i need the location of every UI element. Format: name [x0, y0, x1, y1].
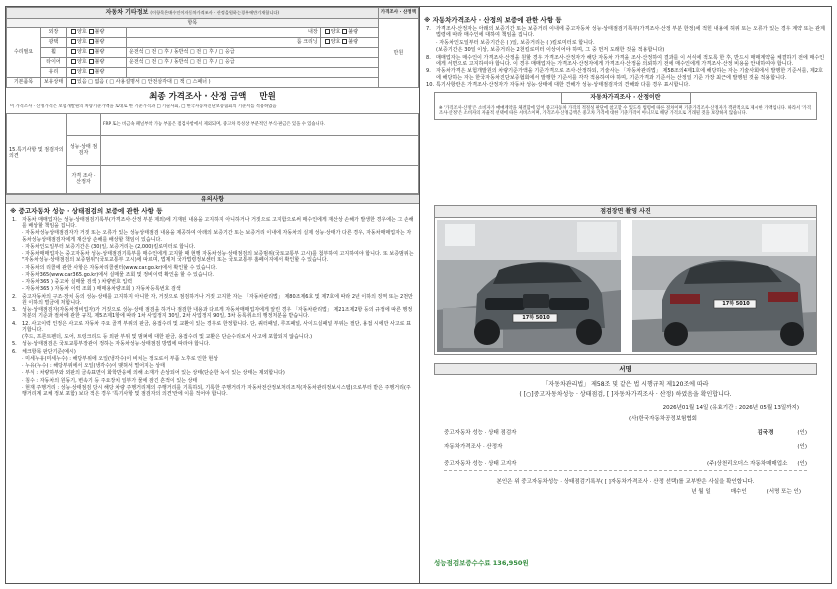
note-text: · 현재 주행거리 : 성능·상태점검 당시 해당 차량 주행거리계의 주행거리를 기록하되, 기록한 주행거리가 자동차전산정보처리조직(자동차관리정보시스템)으로부터 받은 주행거리(주행거리계 교체 정보 포함) 보다 적은 경우 '특기사항 및 점검자의 의견'란에 이를 적어야 합니다. — [22, 384, 411, 398]
note-text: 성능·상태점검은 국토교통부장관이 정하는 자동차성능·상태점검 방법에 따라야 합니다. — [22, 341, 211, 348]
note-item — [426, 68, 826, 81]
interior-bad-label: 불량 — [348, 29, 359, 36]
note-number — [12, 272, 22, 278]
note-item — [12, 341, 414, 347]
note-number — [12, 385, 22, 398]
signature-divider — [444, 470, 807, 471]
note-text: · 누유(누수) : 해당부위에서 오일(냉각수)이 맺혀서 떨어지는 상태 — [22, 363, 165, 370]
receipt-date-fields[interactable]: 년 월 일 — [691, 489, 711, 496]
gloss-bad-checkbox[interactable] — [89, 39, 94, 44]
appraiser-sign-row — [434, 444, 817, 451]
inspector-name: 김국경 — [757, 429, 774, 436]
note-item — [12, 321, 414, 334]
receipt-confirm-text: 본인은 위 중고자동차성능 · 상태점검기록부( [ ]자동차가격조사 · 산정 선택)를 교부받은 사실을 확인합니다. — [496, 479, 755, 486]
misc-info-title-note: (이항목은매수인이자동차가격조사 · 산정을원하는경우에만기재합니다) — [150, 10, 280, 15]
note-item — [12, 217, 414, 230]
row-tire-label: 타이어 — [41, 57, 67, 67]
note-text: 가격조사·산정자는 아래의 보증기간 또는 보증거리 이내에 중고자동차 성능·상태점검기록부(가격조사·산정 부분 한정)에 적힌 내용에 허위 또는 오류가 있는 경우 계약 또는 관계법령에 따라 매수인에 대하여 책임을 집니다. — [436, 26, 825, 39]
note-item — [12, 349, 414, 355]
row-tire-options — [67, 57, 127, 67]
note-text: (후드, 프론트펜더, 도어, 트렁크리드 등 외판 부위 및 범퍼에 대한 판금, 용접수리 및 교환은 단순수리로서 사고에 포함되지 않습니다.) — [22, 334, 313, 341]
cleaning-good-label: 양호 — [330, 39, 341, 46]
row-wheel-label: 휠 — [41, 47, 67, 57]
note-item — [426, 55, 826, 68]
note-item — [12, 356, 414, 362]
note-number: 2. — [12, 293, 17, 300]
note-item — [12, 370, 414, 376]
rear-photo — [632, 220, 816, 352]
front-photo — [437, 220, 621, 352]
tire-position-options: 운전석 □ 전 □ 후 / 동반석 □ 전 □ 후 / □ 응급 — [127, 57, 379, 67]
appraiser-sign-label: 자동차가격조사 · 산정자 — [444, 443, 503, 450]
note-text: 중고자동차의 구조·장치 등의 성능·상태를 고지하지 아니한 자, 거짓으로 점검하거나 거짓 고지한 자는 「자동차관리법」 제80조제6호 및 제7호에 따라 2년 이하의 징역 또는 2천만원 이하의 벌금에 처합니다. — [22, 293, 413, 306]
exterior-good-checkbox[interactable] — [71, 29, 76, 34]
row-glass-label: 유리 — [41, 67, 67, 77]
note-text: 특기사항란은 가격조사·산정자가 자동차 성능·상태에 대한 견해가 성능·상태점검자의 견해와 다를 경우 표시합니다. — [436, 82, 690, 88]
note-text: - 자동차365 ) 자동차 이력 조회 ) 매매용차량조회 ) 자동차등록번호 검색 — [22, 286, 181, 293]
note-text: · 침수 : 자동차의 원동기, 변속기 등 주요장치 일부가 물에 잠긴 흔적이 있는 상태 — [22, 377, 198, 384]
signature-law-text: 「자동차관리법」 제58조 및 같은 법 시행규칙 제120조에 따라 — [542, 381, 709, 388]
basic-items-values: 있음 □ 없음 ( □ 사용설명서 □ 안전삼각대 □ 잭 □ 스패너 ) — [77, 79, 211, 86]
misc-info-title-text: 자동차 기타정보 — [105, 9, 149, 16]
note-text: 매매업자는 매수인이 가격조사·산정을 원할 경우 가격조사·산정자가 해당 자동차 가격을 조사·산정하여 결과를 이 서식에 적도록 한 후, 반드시 매매계약을 체결하기 전에 매수인에게 서면으로 고지하여야 합니다. 이 경우 매매업자는 가격조사·산정자에게 가격조사·산정을 의뢰하기 전에 매수인에게 가격조사·산정 비용을 안내하여야 합니다. — [436, 54, 825, 67]
inspector-opinion-field[interactable] — [101, 135, 419, 165]
appraisal-explainer-box — [434, 92, 817, 119]
note-item — [12, 385, 414, 398]
note-item — [12, 230, 414, 243]
note-text: - 자동차365 ) 중고차 실매물 검색 ) 차량번호 입력 — [22, 279, 133, 286]
appraisal-explainer-title: 자동차가격조사 · 산정이란 — [561, 93, 691, 104]
note-text: · 자동차365(www.car365.go.kr)에서 실매물 조회 및 정비이력 확인을 할 수 있습니다. — [22, 271, 214, 278]
note-text: 자동차 매매업자는 성능·상태점검기록부(가격조사·산정 부분 제외)에 기재된 내용을 고지하지 아니하거나 거짓으로 고지함으로써 매수인에게 재산상 손해가 발생한 경우에는 그 손해를 배상할 책임을 집니다. — [22, 216, 414, 230]
appraiser-opinion-field[interactable] — [101, 165, 419, 193]
note-number — [426, 47, 436, 53]
inspection-record-sheet — [5, 6, 832, 584]
note-text: 자동차가격은 보험개발원의 차량기준가액을 기준가격으로 조사·산정하되, 기술사는 「자동차관리법」 제58조의4제1호에 해당하는 자는 기술사회에서 발행한 기준서를, 제2호에 해당하는 자는 한국자동차진단보증협회에서 발행한 기준서를 각각 적용하여야 하며, 기준가격과 기준서는 산정일 기준 가장 최근에 발행된 것을 적용합니다. — [436, 68, 823, 81]
wheel-good-label: 양호 — [77, 49, 87, 56]
notice-title: ※ 중고자동차 성능 · 상태점검의 보증에 관한 사항 등 — [10, 206, 163, 215]
notifier-sign-label: 중고자동차 성능 · 상태 고지자 — [444, 460, 517, 467]
note-text: · 자동차매매업자는 중고자동차 성능·상태점검기록부를 매수인에게 고지할 때 현행 자동차성능·상태점검의 보증범위(국토교통부 고시)를 첨부하여 고지하여야 합니다. 또 보증범위는 "자동차성능·상태점검의 보증범위"(국토교통부 고시)에 따르며, 법제처 국가법령정보센터 또는 국토교통부 홈페이지에서 확인할 수 있습니다. — [22, 251, 414, 264]
notice-band: 유의사항 — [6, 194, 419, 204]
note-number: 6. — [12, 348, 17, 355]
price-notes-list — [420, 26, 831, 88]
note-item — [12, 244, 414, 250]
glass-bad-checkbox[interactable] — [89, 69, 94, 74]
cleaning-bad-checkbox[interactable] — [342, 39, 347, 44]
basic-items-status-label: 보유상태 — [41, 77, 67, 87]
note-number — [12, 370, 22, 376]
note-text: (보증기간은 30일 이상, 보증거리는 2천킬로미터 이상이어야 하며, 그 중 먼저 도래한 것을 적용합니다) — [436, 47, 665, 54]
inspector-seal[interactable]: (인) — [797, 429, 807, 436]
basic-items-options — [67, 77, 379, 87]
glass-bad-label: 불량 — [94, 69, 105, 76]
exterior-bad-checkbox[interactable] — [89, 29, 94, 34]
note-text: · 부식 : 차량하부와 외판의 금속표면이 화학반응에 의해 소재가 손상되어 있는 상태(단순한 녹이 있는 상태는 제외합니다) — [22, 370, 285, 377]
opinion-empty-cell — [67, 113, 101, 135]
note-text: 12. 사고이력 인정은 사고로 자동차 주요 골격 부위의 판금, 용접수리 및 교환이 있는 경우로 한정합니다. 단, 쿼터패널, 루프패널, 사이드실패널 부위는 절단, 용접 시에만 사고로 표기합니다. — [22, 320, 411, 333]
association-name: (사)한국자동차공정보험협회 — [628, 415, 697, 422]
tire-bad-label: 불량 — [94, 59, 105, 66]
note-item — [12, 294, 414, 307]
notifier-sign-row — [434, 461, 817, 468]
glass-good-checkbox[interactable] — [71, 69, 76, 74]
note-number: 7. — [426, 26, 431, 33]
final-price-row — [6, 88, 419, 105]
note-number — [12, 230, 22, 243]
row-exterior-label: 외장 — [41, 27, 67, 37]
warranty-fee-label: 성능점검보증수수료 136,950원 — [434, 559, 529, 567]
signature-confirm-text: ( [○]중고자동차성능 · 상태점검, [ ]자동차가격조사 · 산정) 하였음을 확인합니다. — [519, 390, 732, 398]
final-price-note: 이 가격조사 · 산정가격은 보험개발원의 차량기준가액을 토대로 한 기준가격과 □ 기술사회, □ 한국자동차진단보증협회의 기준서를 적용하였음 — [10, 104, 277, 110]
inspector-sign-label: 중고자동차 성능 · 상태 점검자 — [444, 429, 517, 436]
inspection-photo-section — [434, 205, 817, 355]
wheel-bad-label: 불량 — [94, 49, 105, 56]
row-gloss-label: 광택 — [41, 37, 67, 47]
note-number: 4. — [12, 320, 17, 327]
opinion-table — [6, 113, 419, 194]
front-car-illustration — [437, 220, 621, 352]
receipt-row — [434, 489, 817, 496]
note-number: 9. — [426, 68, 431, 75]
note-number — [426, 40, 436, 46]
note-number — [12, 363, 22, 369]
note-text: · 자동차인도일부터 보증기간은 ( )일, 보증거리는 ( )킬로미터로 합니다. — [436, 39, 595, 46]
buyer-signature-field[interactable]: (서명 또는 인) — [766, 489, 801, 496]
tire-good-checkbox[interactable] — [71, 59, 76, 64]
basic-items-have-checkbox[interactable] — [71, 79, 76, 84]
basic-items-label: 기본품목 — [7, 77, 41, 87]
glass-good-label: 양호 — [77, 69, 87, 76]
notice-list — [6, 217, 419, 398]
note-number — [12, 356, 22, 362]
signature-section — [434, 363, 817, 558]
frp-note: FRP 또는 비금속 패널부착 가능 부품은 점검사항에서 제외되며, 중고차 특성상 부분적인 부식·판금은 있을 수 있습니다. — [101, 113, 419, 135]
note-text: 체크항목 판단기준(예시) — [22, 348, 76, 355]
wheel-position-options: 운전석 □ 전 □ 후 / 동반석 □ 전 □ 후 / □ 응급 — [127, 47, 379, 57]
note-number — [12, 265, 22, 271]
note-number — [12, 251, 22, 264]
note-item — [12, 272, 414, 278]
rear-plate-number: 17하 5010 — [722, 301, 750, 307]
note-number: 10. — [426, 82, 435, 88]
tire-bad-checkbox[interactable] — [89, 59, 94, 64]
buyer-label: 매수인 — [730, 489, 747, 496]
note-number — [12, 279, 22, 285]
photo-section-title: 점검장면 촬영 사진 — [435, 206, 816, 218]
note-text: · 미세누유(미세누수) : 해당부위에 오일(냉각수)이 비치는 정도로서 부품 노후로 인한 현상 — [22, 355, 219, 362]
left-column — [6, 7, 420, 583]
cleaning-good-checkbox[interactable] — [325, 39, 330, 44]
appraiser-opinion-label: 가격 조사 · 산정자 — [67, 165, 101, 193]
interior-bad-checkbox[interactable] — [342, 29, 347, 34]
note-number: 3. — [12, 307, 17, 314]
inspector-opinion-label: 성능·상태 점검자 — [67, 135, 101, 165]
gloss-good-checkbox[interactable] — [71, 39, 76, 44]
wheel-good-checkbox[interactable] — [71, 49, 76, 54]
note-text: · 자동차의 리콜에 관한 사항은 자동차리콜센터(www.car.go.kr)에서 확인할 수 있습니다. — [22, 264, 217, 271]
note-number — [12, 286, 22, 292]
note-number: 5. — [12, 341, 17, 348]
exterior-good-label: 양호 — [77, 29, 87, 36]
gloss-good-label: 양호 — [77, 39, 87, 46]
right-column — [420, 7, 831, 583]
row-wheel-options — [67, 47, 127, 57]
note-item — [12, 307, 414, 320]
interior-good-checkbox[interactable] — [325, 29, 330, 34]
signature-title: 서명 — [434, 363, 817, 375]
note-item — [426, 40, 826, 46]
note-item — [12, 265, 414, 271]
front-plate-number: 17하 5010 — [522, 315, 550, 321]
note-number: 1. — [12, 216, 17, 223]
note-item — [426, 26, 826, 39]
note-item — [426, 47, 826, 53]
note-item — [12, 279, 414, 285]
note-item — [12, 334, 414, 340]
vehicle-misc-info-table — [6, 7, 419, 88]
final-price-label: 최종 가격조사 · 산정 금액 — [149, 91, 247, 102]
note-number — [12, 334, 22, 340]
item-column-header: 항목 — [7, 18, 379, 27]
note-number — [12, 378, 22, 384]
misc-info-title — [7, 8, 379, 19]
note-item — [426, 82, 826, 88]
note-item — [12, 378, 414, 384]
row-interior-label: 내장 — [127, 27, 321, 37]
note-item — [12, 286, 414, 292]
wheel-bad-checkbox[interactable] — [89, 49, 94, 54]
rear-car-illustration — [632, 220, 816, 352]
note-text: 성능·상태점검자(자동차정비업자)가 거짓으로 성능·상태 점검을 하거나 점검한 내용과 다르게 자동차매매업자에게 알린 경우 「자동차관리법」 제21조제2항 등의 규정에 따른 행정처분의 기준과 절차에 관한 규칙, 제5조제1항에 따라 1차 사업정지 30일, 2차 사업정지 90일, 3차 등록취소의 행정처분을 받습니다. — [22, 307, 413, 320]
signature-date: 2026년01월 14일 (유효기간 : 2026년 05월 13일까지) — [662, 405, 799, 411]
row-gloss-options — [67, 37, 127, 47]
row-cleaning-options — [320, 37, 378, 47]
price-column-header: 가격조사 · 산정액 — [378, 8, 418, 19]
price-unit-cell: 만원 — [378, 18, 418, 87]
note-number — [12, 244, 22, 250]
note-item — [12, 251, 414, 264]
final-price-unit: 만원 — [259, 91, 276, 102]
exterior-bad-label: 불량 — [94, 29, 105, 36]
cleaning-bad-label: 불량 — [348, 39, 359, 46]
gloss-bad-label: 불량 — [94, 39, 105, 46]
row-glass-empty — [127, 67, 379, 77]
appraiser-seal[interactable]: (인) — [797, 443, 807, 450]
note-text: · 자동차인도일부터 보증기간은 (30)일, 보증거리는 (2,000)킬로미터로 합니다. — [22, 243, 196, 250]
inspector-sign-row — [434, 430, 817, 437]
notifier-seal[interactable]: (인) — [797, 460, 807, 467]
note-text: · 자동차성능상태점검자가 거짓 또는 오류가 있는 성능상태점검 내용을 제공하여 아래의 보증기간 또는 보증거리 이내에 자동차의 실제 성능·상태가 다른 경우, 자동차매매업자는 자동차성능상태점검자에게 재산상 손해를 배상할 책임이 있습니다. — [22, 230, 412, 243]
notifier-name: (주)상천리오더스 자동차매매업소 — [706, 460, 788, 467]
tire-good-label: 양호 — [77, 59, 87, 66]
interior-good-label: 양호 — [330, 29, 341, 36]
opinion-label: 15.특기사항 및 점검자의 의견 — [7, 113, 67, 193]
row-interior-options — [320, 27, 378, 37]
note-item — [12, 363, 414, 369]
note-number: 8. — [426, 54, 431, 61]
price-notes-title: ※ 자동차가격조사 · 산정의 보증에 관한 사항 등 — [424, 16, 562, 24]
row-glass-options — [67, 67, 127, 77]
appraisal-explainer-text: ※ '가격조사·산정'은 소비자가 매매계약을 체결함에 있어 중고자동차 가격의 적절성 판단에 참고할 수 있도록 법령에 따른 절차이며 기준가격조사·산정자가 객관적으로 제시한 가액입니다. 따라서 '가격조사·산정'은 소비자의 자율적 선택에 따른 서비스이며, 가격조사·산정금액은 중고차 가격에 대한 기준가격이 아니므로 해당 가격으로 거래될 것을 보장하지 않습니다. — [439, 105, 811, 117]
row-cleaning-label: 룸 크리닝 — [127, 37, 321, 47]
repair-needed-label: 수리필요 — [7, 27, 41, 77]
row-exterior-options — [67, 27, 127, 37]
